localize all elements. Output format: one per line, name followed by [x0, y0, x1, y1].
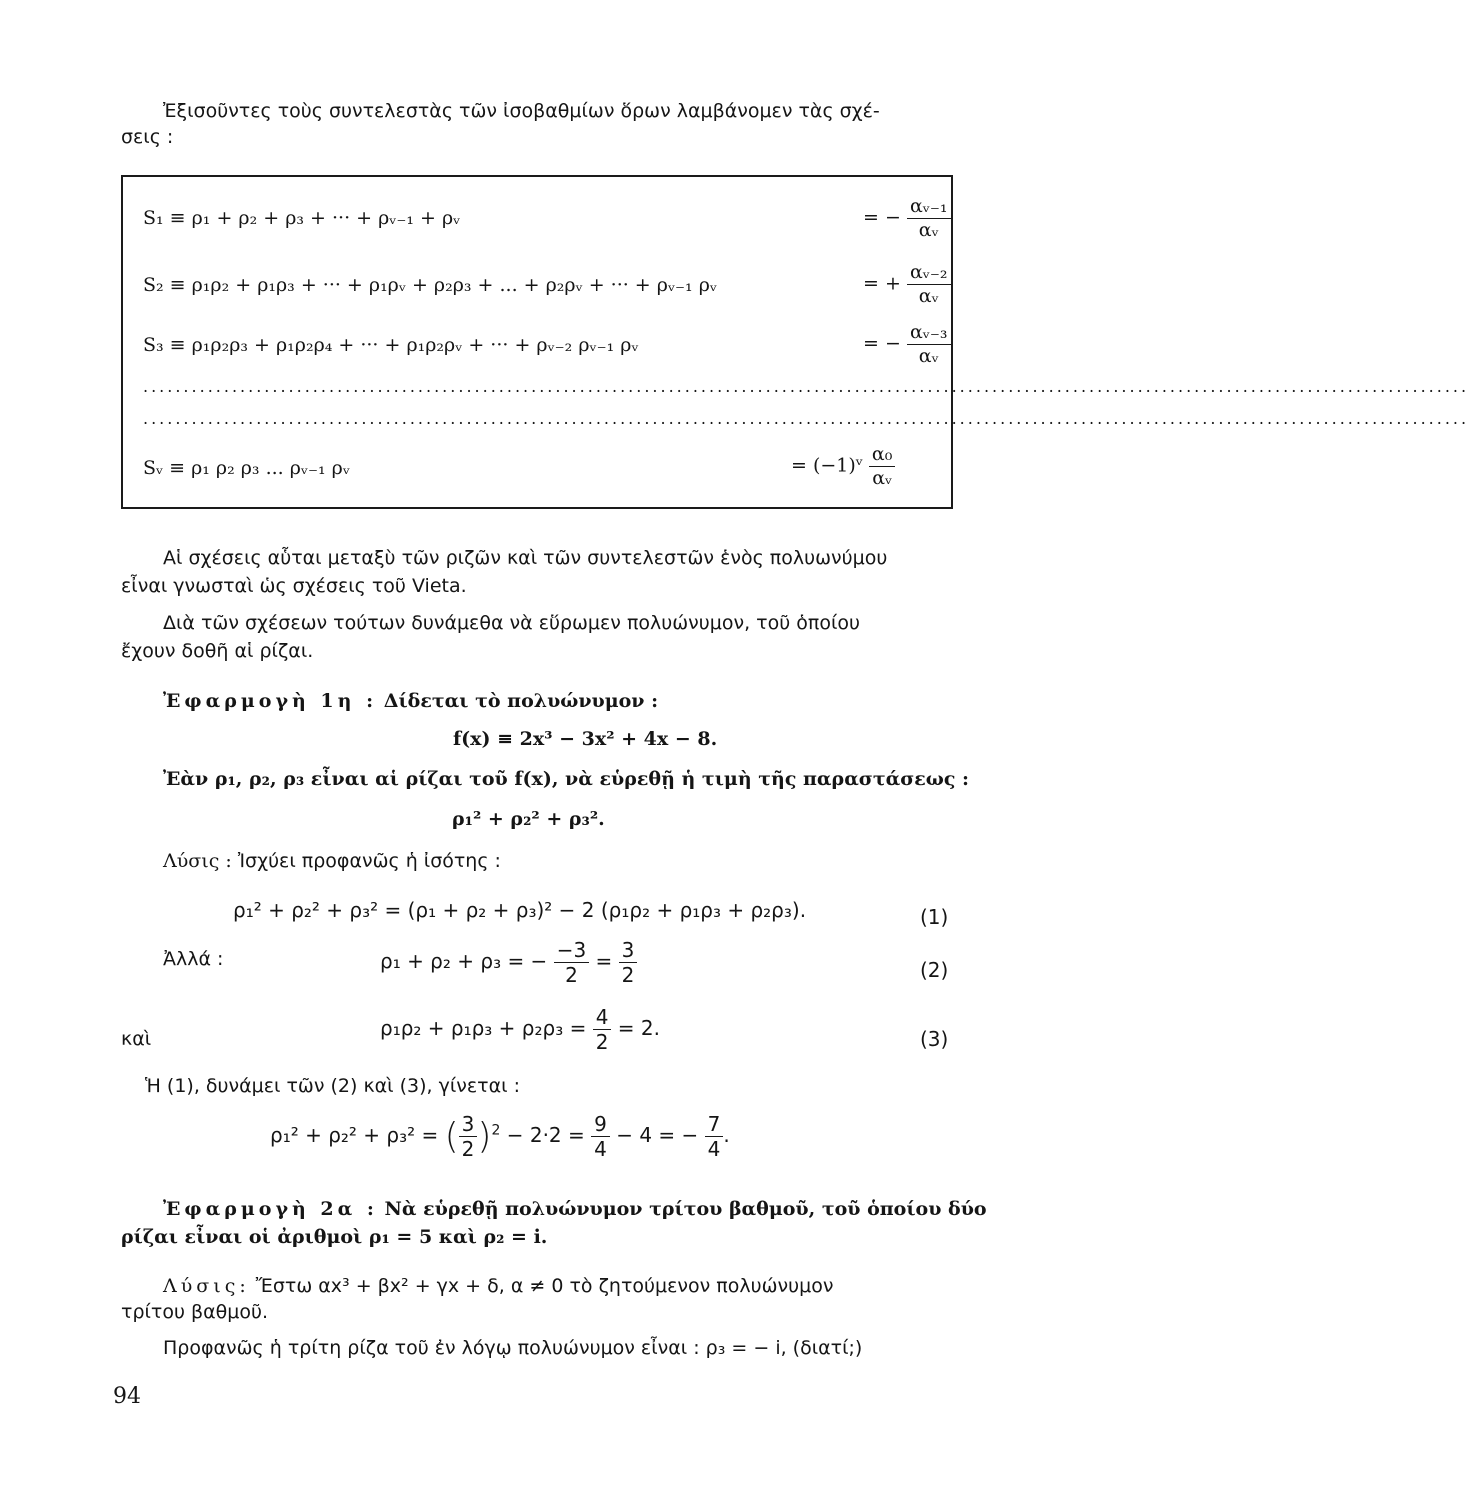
app2-solution-line2: τρίτου βαθμοῦ.	[121, 1301, 269, 1323]
app2-title-line2: ρίζαι εἶναι οἱ ἀριθμοὶ ρ₁ = 5 καὶ ρ₂ = i.	[121, 1226, 548, 1248]
eq2-fraction-2	[619, 938, 638, 987]
dotted-separator-2: ....................................................................................................................................................................	[143, 409, 1469, 428]
s2-fraction	[907, 261, 951, 308]
s3-fraction	[907, 321, 951, 368]
s1-denominator: αᵥ	[918, 218, 939, 241]
alla-label: Ἀλλά :	[163, 948, 224, 970]
eq4-fraction-3	[705, 1112, 724, 1161]
eq4-f3-denominator: 4	[707, 1137, 721, 1161]
app2-solution	[163, 1275, 833, 1297]
sv-sign: = (−1)ᵛ	[791, 454, 863, 477]
vieta-relations-box	[121, 175, 1469, 509]
s1-rhs	[863, 195, 951, 242]
app2-solution-label: Λύσις:	[163, 1275, 250, 1297]
page-number: 94	[113, 1384, 141, 1409]
s2-denominator: αᵥ	[918, 284, 939, 307]
s1-sign: = −	[863, 206, 901, 229]
kai-label: καὶ	[121, 1028, 152, 1050]
sv-numerator: α₀	[869, 443, 895, 467]
app1-heading	[163, 690, 658, 712]
eq1-number: (1)	[920, 905, 949, 929]
eq4-fraction-2	[591, 1112, 610, 1161]
app1-polynomial: f(x) ≡ 2x³ − 3x² + 4x − 8.	[453, 728, 718, 750]
eq4-paren-close: )	[477, 1116, 492, 1157]
s1-fraction	[907, 195, 951, 242]
app1-question: Ἐὰν ρ₁, ρ₂, ρ₃ εἶναι αἱ ρίζαι τοῦ f(x), νὰ εὑρεθῇ ἡ τιμὴ τῆς παραστάσεως :	[163, 768, 970, 790]
s3-sign: = −	[863, 332, 901, 355]
eq2-number: (2)	[920, 958, 949, 982]
s1-lhs: S₁ ≡ ρ₁ + ρ₂ + ρ₃ + ··· + ρᵥ₋₁ + ρᵥ	[143, 207, 461, 229]
eq4-exponent: 2	[491, 1122, 501, 1139]
eq3-number: (3)	[920, 1027, 949, 1051]
eq4-f3-numerator: 7	[705, 1112, 724, 1137]
s2-numerator: αᵥ₋₂	[907, 261, 951, 285]
sv-lhs: Sᵥ ≡ ρ₁ ρ₂ ρ₃ ... ρᵥ₋₁ ρᵥ	[143, 457, 350, 479]
intro-line-2: σεις :	[121, 126, 174, 148]
eq2-f1-denominator: 2	[565, 963, 578, 987]
app2-heading	[163, 1198, 987, 1220]
eq3-lhs: ρ₁ρ₂ + ρ₁ρ₃ + ρ₂ρ₃ =	[380, 1016, 587, 1040]
eq4-f2-numerator: 9	[591, 1112, 610, 1137]
eq4-mid: − 2·2 =	[506, 1123, 585, 1147]
eq2-lhs: ρ₁ + ρ₂ + ρ₃ = −	[380, 949, 548, 973]
app1-solution-label: Λύσις :	[163, 850, 232, 872]
eq3-fraction	[593, 1005, 612, 1054]
eq3-numerator: 4	[593, 1005, 612, 1030]
para1-line2: εἶναι γνωσταὶ ὡς σχέσεις τοῦ Vieta.	[121, 575, 467, 597]
s3-rhs	[863, 321, 951, 368]
eq3-denominator: 2	[595, 1030, 609, 1054]
sv-fraction	[869, 443, 895, 490]
eq3	[380, 1005, 660, 1054]
para2-line2: ἔχουν δοθῆ αἱ ρίζαι.	[121, 640, 314, 662]
eq4	[270, 1112, 730, 1161]
sv-denominator: αᵥ	[872, 466, 893, 489]
eq4-fraction-1	[459, 1112, 478, 1161]
eq4-mid2: − 4 = −	[616, 1123, 699, 1147]
eq2	[380, 938, 637, 987]
s2-lhs: S₂ ≡ ρ₁ρ₂ + ρ₁ρ₃ + ··· + ρ₁ρᵥ + ρ₂ρ₃ + ... + ρ₂ρᵥ + ··· + ρᵥ₋₁ ρᵥ	[143, 274, 717, 296]
s2-rhs	[863, 261, 951, 308]
app2-label: Ἐφαρμογὴ 2α :	[163, 1198, 378, 1220]
eq2-f1-numerator: −3	[554, 938, 589, 963]
since-line: Ἡ (1), δυνάμει τῶν (2) καὶ (3), γίνεται :	[145, 1075, 521, 1097]
eq4-end: .	[723, 1123, 730, 1147]
s1-numerator: αᵥ₋₁	[907, 195, 951, 219]
eq1: ρ₁² + ρ₂² + ρ₃² = (ρ₁ + ρ₂ + ρ₃)² − 2 (ρ₁ρ₂ + ρ₁ρ₃ + ρ₂ρ₃).	[233, 898, 807, 922]
eq2-f2-numerator: 3	[619, 938, 638, 963]
app1-title: Δίδεται τὸ πολυώνυμον :	[383, 690, 659, 712]
para2-line1: Διὰ τῶν σχέσεων τούτων δυνάμεθα νὰ εὕρωμεν πολυώνυμον, τοῦ ὁποίου	[163, 612, 860, 634]
app1-solution	[163, 850, 501, 872]
sv-rhs	[791, 443, 895, 490]
app1-solution-text: Ἰσχύει προφανῶς ἡ ἰσότης :	[237, 850, 501, 872]
app1-label: Ἐφαρμογὴ 1η :	[163, 690, 378, 712]
eq2-equals: =	[595, 949, 613, 973]
s3-denominator: αᵥ	[918, 344, 939, 367]
s2-sign: = +	[863, 272, 901, 295]
app1-expression: ρ₁² + ρ₂² + ρ₃².	[452, 808, 605, 830]
eq3-rhs: = 2.	[617, 1016, 660, 1040]
eq4-lhs: ρ₁² + ρ₂² + ρ₃² =	[270, 1123, 439, 1147]
eq4-paren-open: (	[444, 1116, 459, 1157]
eq4-f2-denominator: 4	[594, 1137, 607, 1161]
eq2-fraction-1	[554, 938, 589, 987]
s3-numerator: αᵥ₋₃	[907, 321, 951, 345]
eq2-f2-denominator: 2	[621, 963, 635, 987]
s3-lhs: S₃ ≡ ρ₁ρ₂ρ₃ + ρ₁ρ₂ρ₄ + ··· + ρ₁ρ₂ρᵥ + ··· + ρᵥ₋₂ ρᵥ₋₁ ρᵥ	[143, 334, 639, 356]
app2-last-line: Προφανῶς ἡ τρίτη ρίζα τοῦ ἐν λόγῳ πολυώνυμον εἶναι : ρ₃ = − i, (διατί;)	[163, 1337, 863, 1359]
eq4-f1-numerator: 3	[459, 1112, 478, 1137]
dotted-separator-1: ....................................................................................................................................................................	[143, 377, 1469, 396]
eq4-f1-denominator: 2	[461, 1137, 475, 1161]
para1-line1: Αἱ σχέσεις αὗται μεταξὺ τῶν ριζῶν καὶ τῶν συντελεστῶν ἑνὸς πολυωνύμου	[163, 547, 888, 569]
intro-line-1: Ἐξισοῦντες τοὺς συντελεστὰς τῶν ἰσοβαθμίων ὅρων λαμβάνομεν τὰς σχέ-	[163, 100, 880, 122]
app2-solution-line1: Ἔστω αx³ + βx² + γx + δ, α ≠ 0 τὸ ζητούμενον πολυώνυμον	[255, 1275, 834, 1297]
app2-title-line1: Νὰ εὑρεθῇ πολυώνυμον τρίτου βαθμοῦ, τοῦ ὁποίου δύο	[384, 1198, 987, 1220]
